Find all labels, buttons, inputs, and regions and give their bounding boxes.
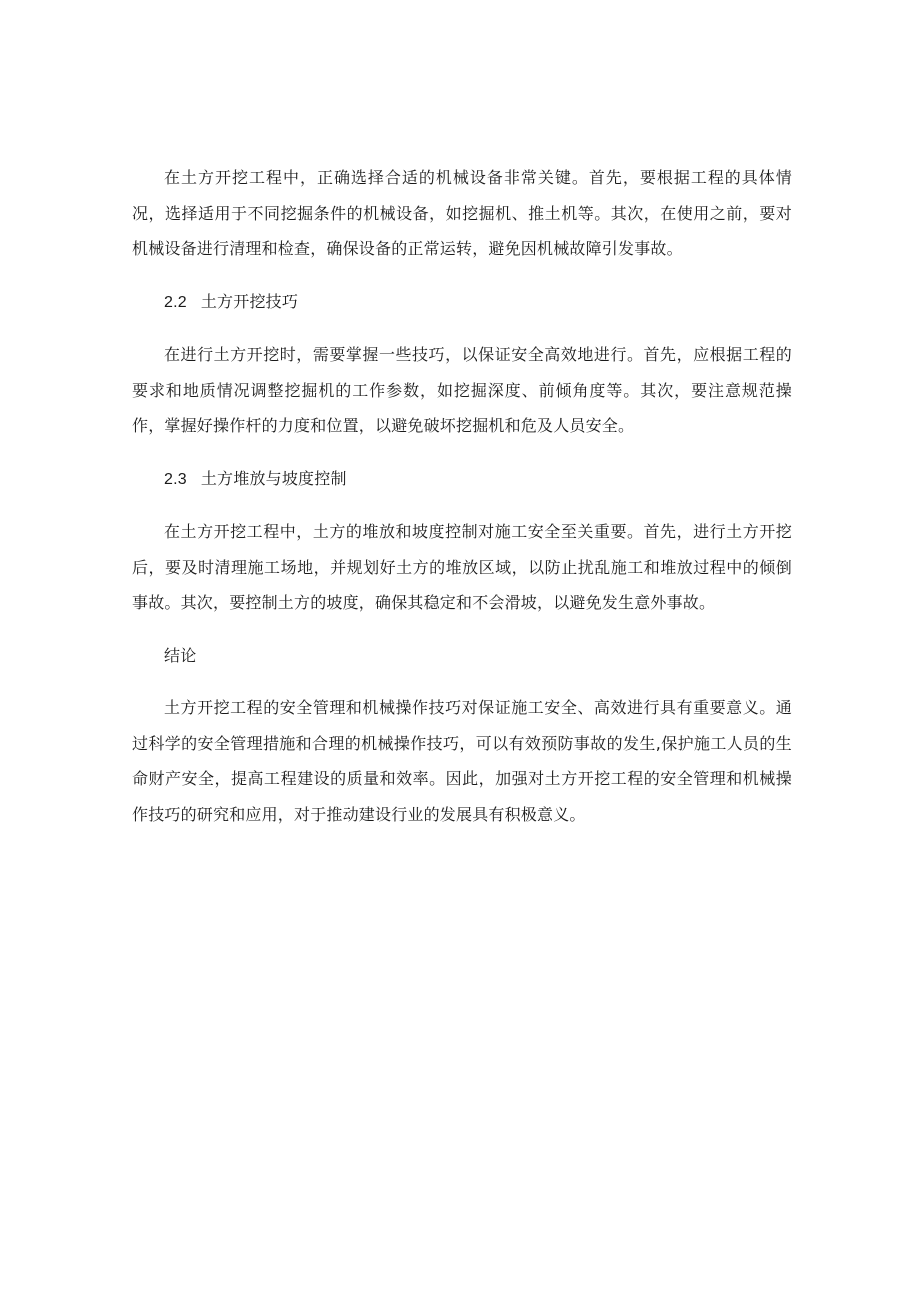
spacer: [132, 497, 792, 514]
section-title: 土方开挖技巧: [200, 291, 299, 311]
paragraph-machine-selection: 在土方开挖工程中，正确选择合适的机械设备非常关键。首先，要根据工程的具体情况，选择适用于不同挖掘条件的机械设备，如挖掘机、推土机等。其次，在使用之前，要对机械设备进行清理和检查，确保设备的正常运转，避免因机械故障引发事故。: [132, 168, 792, 258]
spacer: [132, 267, 792, 284]
section-heading-2-3: [132, 461, 792, 498]
spacer: [132, 444, 792, 461]
paragraph-conclusion: 土方开挖工程的安全管理和机械操作技巧对保证施工安全、高效进行具有重要意义。通过科学的安全管理措施和合理的机械操作技巧，可以有效预防事故的发生,保护施工人员的生命财产安全，提高工程建设的质量和效率。因此，加强对土方开挖工程的安全管理和机械操作技巧的研究和应用，对于推动建设行业的发展具有积极意义。: [132, 698, 792, 824]
spacer: [132, 320, 792, 337]
conclusion-heading: 结论: [164, 645, 197, 665]
section-number: 2.3: [164, 470, 187, 488]
paragraph-stacking-slope: 在土方开挖工程中，土方的堆放和坡度控制对施工安全至关重要。首先，进行土方开挖后，要及时清理施工场地，并规划好土方的堆放区域，以防止扰乱施工和堆放过程中的倾倒事故。其次，要控制土方的坡度，确保其稳定和不会滑坡，以避免发生意外事故。: [132, 522, 792, 612]
spacer: [132, 621, 792, 638]
section-title: 土方堆放与坡度控制: [200, 468, 347, 488]
section-heading-2-2: [132, 284, 792, 321]
spacer: [132, 673, 792, 690]
section-number: 2.2: [164, 293, 187, 311]
document-body: [132, 160, 792, 832]
paragraph-excavation-skills: 在进行土方开挖时，需要掌握一些技巧，以保证安全高效地进行。首先，应根据工程的要求和地质情况调整挖掘机的工作参数，如挖掘深度、前倾角度等。其次，要注意规范操作，掌握好操作杆的力度和位置，以避免破坏挖掘机和危及人员安全。: [132, 345, 792, 435]
